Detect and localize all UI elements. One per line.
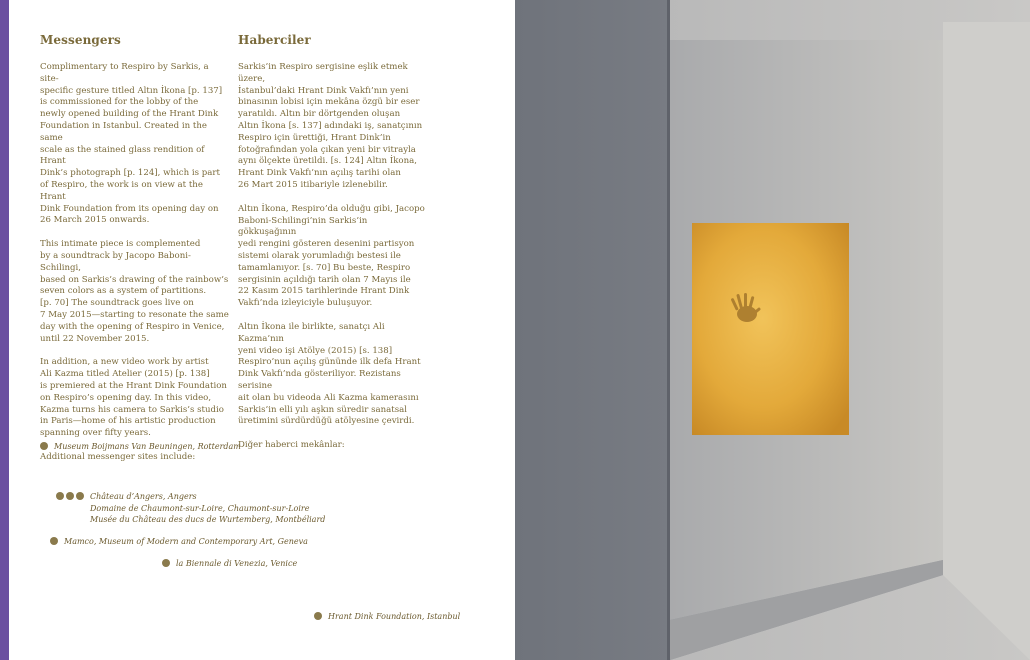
site-entry — [50, 536, 308, 548]
site-marker-icon — [50, 537, 58, 545]
gold-panel — [692, 223, 849, 435]
site-marker-icon — [40, 442, 48, 450]
site-name: Mamco, Museum of Modern and Contemporary Art, Geneva — [64, 537, 308, 546]
site-entry — [40, 441, 241, 453]
english-paragraph: Additional messenger sites include: — [40, 451, 196, 462]
site-name: Château d’Angers, Angers — [90, 492, 197, 501]
site-marker-icon — [162, 559, 170, 567]
installation-photo — [515, 0, 1030, 660]
turkish-paragraph: Sarkis’in Respiro sergisine eşlik etmek üzere, İstanbul’daki Hrant Dink Vakfı’nın yeni binasının lobisi için mekâna özgü bir eser yaratıldı. Altın bir dörtgenden oluşan Altın İkona [s. 137] adındaki iş, sanatçının Respiro için ürettiği, Hrant Dink’in fotoğrafından yola çıkan yeni bir vitrayla aynı ölçekte üretildi. [s. 124] Altın İkona, Hrant Dink Vakfı’nın açılış tarihi olan 26 Mart 2015 itibariyle izlenebilir. — [238, 62, 423, 190]
site-entry — [314, 611, 460, 623]
site-name: Hrant Dink Foundation, Istanbul — [328, 612, 461, 621]
turkish-paragraph: Altın İkona, Respiro’da olduğu gibi, Jacopo Baboni-Schilingi’nin Sarkis’in gökkuşağının yedi rengini gösteren desenini partisyon sistemi olarak yorumladığı bestesi ile tamamlanıyor. [s. 70] Bu beste, Respiro sergisinin açıldığı tarih olan 7 Mayıs ile 22 Kasım 2015 tarihlerinde Hrant Dink Vakfı’nda izleyiciyle buluşuyor. — [238, 203, 425, 309]
niche-side-right — [943, 22, 1030, 660]
messenger-sites — [9, 0, 515, 660]
site-marker-icon — [56, 492, 84, 500]
page-edge — [0, 0, 9, 660]
english-heading: Messengers — [40, 33, 121, 47]
site-name: Museum Boijmans Van Beuningen, Rotterdam — [54, 442, 241, 451]
english-paragraph: In addition, a new video work by artist Ali Kazma titled Atelier (2015) [p. 138] is premiered at the Hrant Dink Foundation on Respiro’s opening day. In this video, Kazma turns his camera to Sarkis’s studio in Paris—home of his artistic production spanning over fifty years. — [40, 357, 227, 439]
site-name: la Biennale di Venezia, Venice — [176, 559, 298, 568]
site-entry — [56, 491, 325, 526]
right-page — [515, 0, 1030, 660]
site-marker-icon — [314, 612, 322, 620]
turkish-paragraph: Diğer haberci mekânlar: — [238, 440, 345, 451]
site-name: Musée du Château des ducs de Wurtemberg, Montbéliard — [90, 515, 326, 524]
turkish-paragraph: Altın İkona ile birlikte, sanatçı Ali Kazma’nın yeni video işi Atölye (2015) [s. 138] Respiro’nun açılış gününde ilk defa Hrant Dink Vakfı’nda gösteriliyor. Rezistans serisine ait olan bu videoda Ali Kazma kamerasını Sarkis’in elli yılı aşkın süredir sanatsal üretimini sürdürdüğü atölyesine çevirdi. — [238, 321, 421, 427]
site-entry — [162, 558, 297, 570]
left-page — [9, 0, 515, 660]
turkish-heading: Haberciler — [238, 33, 311, 47]
english-paragraph: Complimentary to Respiro by Sarkis, a site- specific gesture titled Altın İkona [p. 137] is commissioned for the lobby of the newly opened building of the Hrant Dink Foundation in Istanbul. Created in the same scale as the stained glass rendition of Hrant Dink’s photograph [p. 124], which is part of Respiro, the work is on view at the Hrant Dink Foundation from its opening day on 26 March 2015 onwards. — [40, 62, 223, 226]
site-name: Domaine de Chaumont-sur-Loire, Chaumont-sur-Loire — [90, 503, 310, 513]
english-paragraph: This intimate piece is complemented by a soundtrack by Jacopo Baboni-Schilingi, based on Sarkis’s drawing of the rainbow’s seven colors as a system of partitions. [p. 70] The soundtrack goes live on 7 May 2015—starting to resonate the same day with the opening of Respiro in Venice, until 22 November 2015. — [40, 239, 229, 344]
